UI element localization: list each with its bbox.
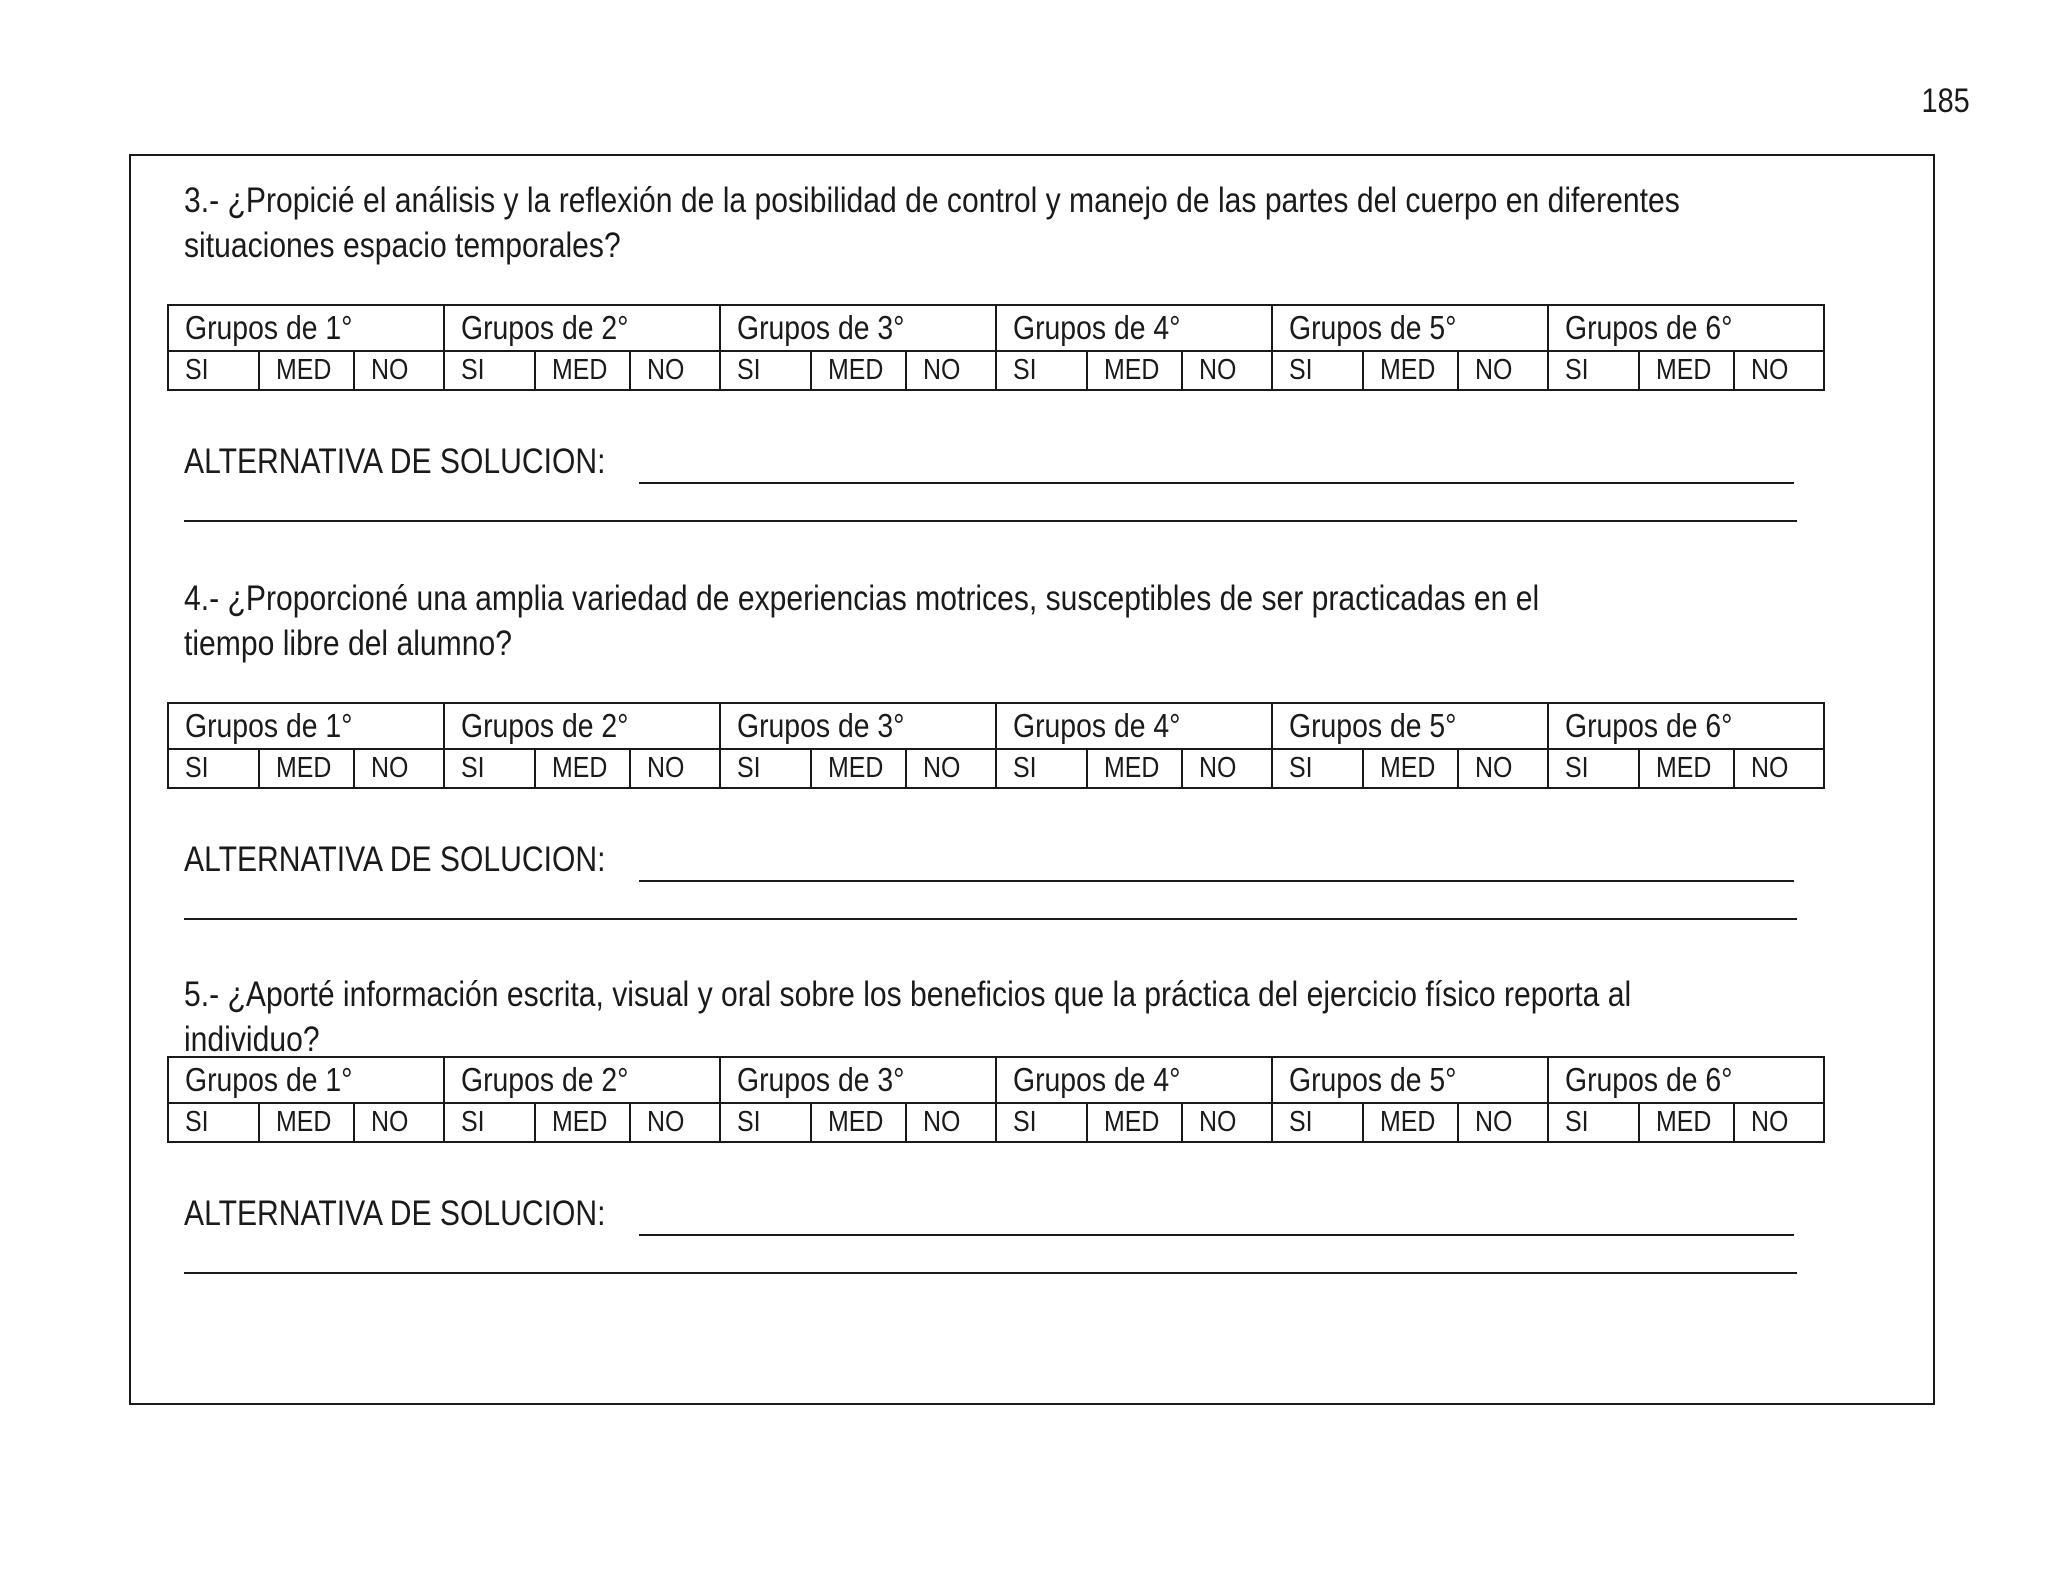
- option-med-cell[interactable]: MED: [535, 749, 630, 788]
- group-header-6: Grupos de 6°: [1548, 1057, 1824, 1103]
- option-no-cell[interactable]: NO: [1734, 749, 1824, 788]
- group-header-5: Grupos de 5°: [1272, 1057, 1548, 1103]
- option-si-cell[interactable]: SI: [720, 1103, 811, 1142]
- alternative-solution-label: ALTERNATIVA DE SOLUCION:: [184, 442, 606, 481]
- option-no-cell[interactable]: NO: [1182, 1103, 1272, 1142]
- group-header-6: Grupos de 6°: [1548, 703, 1824, 749]
- option-no-cell[interactable]: NO: [1734, 351, 1824, 390]
- option-no-cell[interactable]: NO: [1458, 1103, 1548, 1142]
- option-med-cell[interactable]: MED: [259, 1103, 354, 1142]
- alternative-solution-4[interactable]: [184, 836, 1794, 882]
- option-si-cell[interactable]: SI: [1548, 1103, 1639, 1142]
- page-number: 185: [1921, 82, 1970, 120]
- option-no-cell[interactable]: NO: [906, 1103, 996, 1142]
- group-header-1: Grupos de 1°: [168, 1057, 444, 1103]
- answer-line: [639, 880, 1794, 882]
- group-header-3: Grupos de 3°: [720, 703, 996, 749]
- group-header-1: Grupos de 1°: [168, 305, 444, 351]
- option-no-cell[interactable]: NO: [630, 351, 720, 390]
- alternative-solution-3[interactable]: [184, 438, 1794, 484]
- option-no-cell[interactable]: NO: [1734, 1103, 1824, 1142]
- answer-line-extra[interactable]: [184, 1272, 1797, 1274]
- option-si-cell[interactable]: SI: [168, 749, 259, 788]
- group-header-6: Grupos de 6°: [1548, 305, 1824, 351]
- group-header-4: Grupos de 4°: [996, 305, 1272, 351]
- group-header-1: Grupos de 1°: [168, 703, 444, 749]
- option-si-cell[interactable]: SI: [1272, 351, 1363, 390]
- option-si-cell[interactable]: SI: [720, 749, 811, 788]
- option-si-cell[interactable]: SI: [996, 1103, 1087, 1142]
- option-no-cell[interactable]: NO: [906, 749, 996, 788]
- option-no-cell[interactable]: NO: [1182, 749, 1272, 788]
- option-si-cell[interactable]: SI: [1272, 1103, 1363, 1142]
- alternative-solution-label: ALTERNATIVA DE SOLUCION:: [184, 840, 606, 879]
- question-5: 5.- ¿Aporté información escrita, visual y oral sobre los beneficios que la práctica del ejercicio físico reporta al individuo?: [184, 975, 1632, 1059]
- option-no-cell[interactable]: NO: [1458, 351, 1548, 390]
- answer-line: [639, 1234, 1794, 1236]
- answer-line-extra[interactable]: [184, 918, 1797, 920]
- option-si-cell[interactable]: SI: [444, 1103, 535, 1142]
- group-header-4: Grupos de 4°: [996, 1057, 1272, 1103]
- option-si-cell[interactable]: SI: [444, 749, 535, 788]
- question-3: 3.- ¿Propicié el análisis y la reflexión de la posibilidad de control y manejo de las partes del cuerpo en diferentes situaciones espacio temporales?: [184, 181, 1680, 265]
- option-si-cell[interactable]: SI: [444, 351, 535, 390]
- answer-line-extra[interactable]: [184, 520, 1797, 522]
- option-no-cell[interactable]: NO: [906, 351, 996, 390]
- option-med-cell[interactable]: MED: [1639, 351, 1734, 390]
- option-no-cell[interactable]: NO: [354, 749, 444, 788]
- group-header-2: Grupos de 2°: [444, 1057, 720, 1103]
- option-med-cell[interactable]: MED: [259, 351, 354, 390]
- alternative-solution-5[interactable]: [184, 1190, 1794, 1236]
- option-si-cell[interactable]: SI: [720, 351, 811, 390]
- option-med-cell[interactable]: MED: [811, 351, 906, 390]
- group-header-3: Grupos de 3°: [720, 305, 996, 351]
- option-med-cell[interactable]: MED: [1087, 351, 1182, 390]
- option-med-cell[interactable]: MED: [1087, 1103, 1182, 1142]
- evaluation-table-3: [167, 304, 1825, 391]
- evaluation-frame: [129, 154, 1935, 1405]
- option-si-cell[interactable]: SI: [168, 351, 259, 390]
- option-med-cell[interactable]: MED: [259, 749, 354, 788]
- option-si-cell[interactable]: SI: [1548, 749, 1639, 788]
- group-header-3: Grupos de 3°: [720, 1057, 996, 1103]
- option-si-cell[interactable]: SI: [1272, 749, 1363, 788]
- option-med-cell[interactable]: MED: [535, 351, 630, 390]
- option-no-cell[interactable]: NO: [354, 351, 444, 390]
- option-si-cell[interactable]: SI: [996, 749, 1087, 788]
- option-med-cell[interactable]: MED: [1087, 749, 1182, 788]
- option-no-cell[interactable]: NO: [1182, 351, 1272, 390]
- option-si-cell[interactable]: SI: [1548, 351, 1639, 390]
- option-med-cell[interactable]: MED: [1639, 749, 1734, 788]
- group-header-2: Grupos de 2°: [444, 703, 720, 749]
- option-no-cell[interactable]: NO: [354, 1103, 444, 1142]
- answer-line: [639, 482, 1794, 484]
- alternative-solution-label: ALTERNATIVA DE SOLUCION:: [184, 1194, 606, 1233]
- question-4: 4.- ¿Proporcioné una amplia variedad de experiencias motrices, susceptibles de ser practicadas en el tiempo libre del alumno?: [184, 579, 1540, 663]
- option-med-cell[interactable]: MED: [535, 1103, 630, 1142]
- option-si-cell[interactable]: SI: [168, 1103, 259, 1142]
- option-si-cell[interactable]: SI: [996, 351, 1087, 390]
- option-no-cell[interactable]: NO: [630, 749, 720, 788]
- option-med-cell[interactable]: MED: [1363, 749, 1458, 788]
- option-no-cell[interactable]: NO: [630, 1103, 720, 1142]
- evaluation-table-4: [167, 702, 1825, 789]
- option-med-cell[interactable]: MED: [811, 749, 906, 788]
- option-med-cell[interactable]: MED: [1363, 1103, 1458, 1142]
- group-header-5: Grupos de 5°: [1272, 703, 1548, 749]
- option-med-cell[interactable]: MED: [1639, 1103, 1734, 1142]
- group-header-5: Grupos de 5°: [1272, 305, 1548, 351]
- evaluation-table-5: [167, 1056, 1825, 1143]
- option-med-cell[interactable]: MED: [1363, 351, 1458, 390]
- group-header-4: Grupos de 4°: [996, 703, 1272, 749]
- option-med-cell[interactable]: MED: [811, 1103, 906, 1142]
- group-header-2: Grupos de 2°: [444, 305, 720, 351]
- option-no-cell[interactable]: NO: [1458, 749, 1548, 788]
